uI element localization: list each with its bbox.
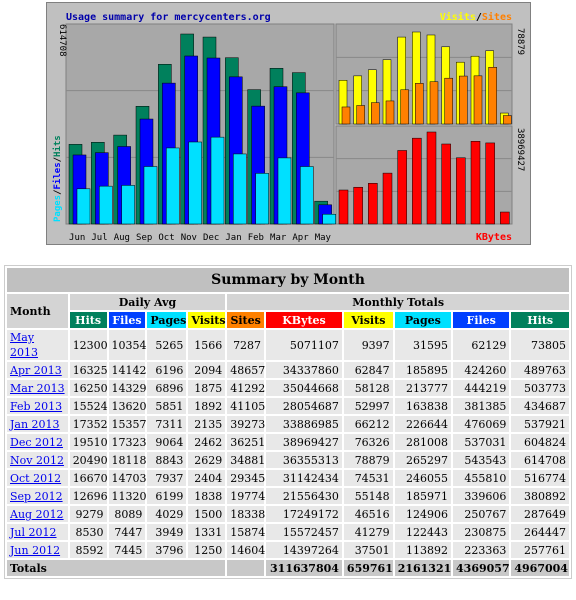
monthly-totals-header: Monthly Totals [227, 294, 569, 310]
month-link[interactable]: Apr 2013 [10, 363, 62, 377]
table-row [7, 416, 569, 432]
cell-d-hits: 8530 [70, 524, 107, 540]
bar-sites [474, 76, 482, 124]
cell-pages: 163838 [395, 398, 451, 414]
table-row [7, 398, 569, 414]
legend-pages-files-hits [52, 135, 63, 222]
cell-d-pages: 5851 [147, 398, 186, 414]
month-link[interactable]: Feb 2013 [10, 399, 63, 413]
cell-d-hits: 15524 [70, 398, 107, 414]
table-row [7, 330, 569, 360]
bar-kbytes [486, 143, 495, 224]
month-cell [7, 416, 68, 432]
month-cell [7, 330, 68, 360]
bar-pages [77, 189, 90, 224]
cell-visits: 78879 [344, 452, 393, 468]
cell-d-hits: 12300 [70, 330, 107, 360]
table-title: Summary by Month [7, 268, 569, 292]
cell-d-pages: 6196 [147, 362, 186, 378]
cell-d-files: 15357 [109, 416, 146, 432]
cell-d-visits: 1331 [188, 524, 225, 540]
cell-sites: 34881 [227, 452, 264, 468]
cell-d-visits: 2135 [188, 416, 225, 432]
month-cell [7, 506, 68, 522]
cell-visits: 37501 [344, 542, 393, 558]
summary-table [4, 265, 572, 579]
month-label: Sep [136, 233, 153, 243]
cell-pages: 185971 [395, 488, 451, 504]
cell-pages: 113892 [395, 542, 451, 558]
legend-sep: / [475, 12, 482, 23]
cell-sites: 15874 [227, 524, 264, 540]
table-row [7, 488, 569, 504]
bar-pages [233, 154, 246, 224]
cell-files: 381385 [453, 398, 509, 414]
totals-sites [227, 560, 264, 576]
bar-pages [122, 185, 135, 224]
cell-d-visits: 1875 [188, 380, 225, 396]
bar-sites [371, 103, 379, 124]
table-row [7, 542, 569, 558]
bar-pages [211, 137, 224, 224]
month-label: Aug [113, 233, 130, 243]
cell-d-pages: 4029 [147, 506, 186, 522]
bar-pages [144, 167, 157, 224]
month-link[interactable]: Jun 2012 [10, 543, 61, 557]
legend-hits: Hits [53, 135, 63, 157]
col-daily-files: Files [109, 312, 146, 328]
month-link[interactable]: Mar 2013 [10, 381, 65, 395]
right-bottom-max-label: 38969427 [515, 128, 525, 172]
legend-sep-2: / [53, 156, 63, 163]
cell-d-pages: 7311 [147, 416, 186, 432]
cell-d-pages: 9064 [147, 434, 186, 450]
bar-kbytes [412, 138, 421, 224]
month-label: Dec [203, 233, 220, 243]
cell-d-visits: 1500 [188, 506, 225, 522]
cell-kbytes: 17249172 [266, 506, 342, 522]
cell-hits: 73805 [511, 330, 569, 360]
bar-kbytes [500, 212, 509, 224]
cell-files: 62129 [453, 330, 509, 360]
cell-files: 476069 [453, 416, 509, 432]
cell-hits: 434687 [511, 398, 569, 414]
col-daily-hits: Hits [70, 312, 107, 328]
cell-sites: 29345 [227, 470, 264, 486]
cell-d-files: 11320 [109, 488, 146, 504]
cell-pages: 31595 [395, 330, 451, 360]
bar-sites [342, 107, 350, 124]
col-hits: Hits [511, 312, 569, 328]
col-daily-pages: Pages [147, 312, 186, 328]
bar-pages [278, 158, 291, 224]
col-visits: Visits [344, 312, 393, 328]
cell-d-files: 18118 [109, 452, 146, 468]
cell-kbytes: 34337860 [266, 362, 342, 378]
col-pages: Pages [395, 312, 451, 328]
cell-d-visits: 1838 [188, 488, 225, 504]
totals-visits: 659761 [344, 560, 393, 576]
cell-kbytes: 35044668 [266, 380, 342, 396]
cell-visits: 76326 [344, 434, 393, 450]
month-cell [7, 452, 68, 468]
cell-hits: 380892 [511, 488, 569, 504]
month-link[interactable]: Dec 2012 [10, 435, 63, 449]
cell-kbytes: 36355313 [266, 452, 342, 468]
cell-kbytes: 28054687 [266, 398, 342, 414]
cell-d-files: 14329 [109, 380, 146, 396]
table-row [7, 524, 569, 540]
cell-d-hits: 16325 [70, 362, 107, 378]
bar-kbytes [471, 141, 480, 224]
bar-sites [401, 90, 409, 124]
bar-kbytes [339, 190, 348, 224]
cell-visits: 66212 [344, 416, 393, 432]
cell-d-pages: 6199 [147, 488, 186, 504]
month-label: Jun [69, 233, 86, 243]
cell-d-hits: 19510 [70, 434, 107, 450]
totals-files: 4369057 [453, 560, 509, 576]
month-label: Feb [247, 233, 264, 243]
usage-chart [46, 2, 531, 245]
legend-sites: Sites [481, 12, 512, 23]
table-row [7, 506, 569, 522]
table-row [7, 362, 569, 378]
cell-kbytes: 14397264 [266, 542, 342, 558]
cell-d-hits: 9279 [70, 506, 107, 522]
month-link[interactable]: Aug 2012 [10, 507, 64, 521]
cell-pages: 185895 [395, 362, 451, 378]
bar-kbytes [354, 187, 363, 224]
cell-files: 444219 [453, 380, 509, 396]
cell-d-files: 17323 [109, 434, 146, 450]
month-link[interactable]: Oct 2012 [10, 471, 62, 485]
cell-d-visits: 2462 [188, 434, 225, 450]
bar-pages [256, 173, 269, 224]
cell-files: 424260 [453, 362, 509, 378]
month-link[interactable]: Nov 2012 [10, 453, 64, 467]
cell-d-hits: 17352 [70, 416, 107, 432]
cell-hits: 503773 [511, 380, 569, 396]
table-row [7, 452, 569, 468]
legend-sep-1: / [53, 189, 63, 195]
cell-d-visits: 2404 [188, 470, 225, 486]
cell-kbytes: 15572457 [266, 524, 342, 540]
cell-pages: 226644 [395, 416, 451, 432]
bar-sites [489, 67, 497, 124]
cell-d-hits: 16670 [70, 470, 107, 486]
month-label: May [314, 233, 331, 243]
cell-sites: 41292 [227, 380, 264, 396]
bar-kbytes [398, 150, 407, 224]
cell-d-pages: 7937 [147, 470, 186, 486]
cell-kbytes: 5071107 [266, 330, 342, 360]
cell-d-files: 14703 [109, 470, 146, 486]
cell-d-pages: 3796 [147, 542, 186, 558]
month-link[interactable]: Jan 2013 [10, 417, 60, 431]
cell-files: 339606 [453, 488, 509, 504]
totals-label: Totals [7, 560, 225, 576]
cell-sites: 14604 [227, 542, 264, 558]
cell-files: 537031 [453, 434, 509, 450]
col-sites: Sites [227, 312, 264, 328]
month-cell [7, 542, 68, 558]
cell-hits: 257761 [511, 542, 569, 558]
cell-d-pages: 3949 [147, 524, 186, 540]
legend-visits-sites [440, 11, 512, 23]
cell-visits: 55148 [344, 488, 393, 504]
bar-kbytes [456, 158, 465, 224]
bar-sites [459, 76, 467, 124]
bar-pages [323, 214, 336, 224]
cell-pages: 124906 [395, 506, 451, 522]
bar-sites [415, 83, 423, 124]
totals-row [7, 560, 569, 576]
table-row [7, 380, 569, 396]
cell-d-hits: 16250 [70, 380, 107, 396]
month-cell [7, 398, 68, 414]
cell-pages: 246055 [395, 470, 451, 486]
month-cell [7, 488, 68, 504]
cell-d-hits: 20490 [70, 452, 107, 468]
month-header: Month [7, 294, 68, 328]
cell-files: 250767 [453, 506, 509, 522]
totals-hits: 4967004 [511, 560, 569, 576]
cell-d-files: 10354 [109, 330, 146, 360]
cell-hits: 537921 [511, 416, 569, 432]
month-label: Apr [292, 233, 309, 243]
cell-kbytes: 21556430 [266, 488, 342, 504]
cell-visits: 62847 [344, 362, 393, 378]
month-label: Mar [270, 233, 287, 243]
cell-pages: 281008 [395, 434, 451, 450]
cell-visits: 74531 [344, 470, 393, 486]
cell-sites: 48657 [227, 362, 264, 378]
cell-kbytes: 38969427 [266, 434, 342, 450]
cell-d-visits: 1250 [188, 542, 225, 558]
cell-files: 230875 [453, 524, 509, 540]
col-daily-visits: Visits [188, 312, 225, 328]
bar-sites [357, 105, 365, 124]
bar-sites [445, 78, 453, 124]
cell-d-files: 7447 [109, 524, 146, 540]
month-cell [7, 470, 68, 486]
cell-visits: 46516 [344, 506, 393, 522]
cell-hits: 287649 [511, 506, 569, 522]
cell-d-pages: 8843 [147, 452, 186, 468]
bar-pages [99, 186, 112, 224]
daily-avg-header: Daily Avg [70, 294, 226, 310]
cell-sites: 39273 [227, 416, 264, 432]
cell-pages: 122443 [395, 524, 451, 540]
cell-d-visits: 1566 [188, 330, 225, 360]
bar-kbytes [442, 144, 451, 224]
cell-d-visits: 2629 [188, 452, 225, 468]
table-row [7, 434, 569, 450]
right-top-max-label: 78879 [515, 28, 525, 56]
bar-pages [300, 167, 313, 224]
cell-visits: 58128 [344, 380, 393, 396]
chart-title: Usage summary for mercycenters.org [66, 12, 271, 23]
cell-d-files: 7445 [109, 542, 146, 558]
cell-files: 543543 [453, 452, 509, 468]
month-cell [7, 434, 68, 450]
cell-sites: 36251 [227, 434, 264, 450]
bar-pages [166, 148, 179, 224]
cell-d-pages: 6896 [147, 380, 186, 396]
cell-pages: 213777 [395, 380, 451, 396]
cell-hits: 604824 [511, 434, 569, 450]
bar-kbytes [427, 132, 436, 224]
cell-visits: 9397 [344, 330, 393, 360]
cell-pages: 265297 [395, 452, 451, 468]
cell-sites: 41105 [227, 398, 264, 414]
bar-pages [189, 142, 202, 224]
cell-kbytes: 33886985 [266, 416, 342, 432]
month-label: Jan [225, 233, 242, 243]
bar-kbytes [383, 173, 392, 224]
cell-d-hits: 8592 [70, 542, 107, 558]
month-link[interactable]: Jul 2012 [10, 525, 57, 539]
left-max-label: 614708 [57, 24, 67, 57]
cell-visits: 52997 [344, 398, 393, 414]
cell-hits: 264447 [511, 524, 569, 540]
month-link[interactable]: May 2013 [10, 331, 38, 359]
month-cell [7, 362, 68, 378]
bar-sites [386, 101, 394, 124]
cell-d-pages: 5265 [147, 330, 186, 360]
cell-d-files: 13620 [109, 398, 146, 414]
cell-sites: 18338 [227, 506, 264, 522]
cell-d-visits: 2094 [188, 362, 225, 378]
col-files: Files [453, 312, 509, 328]
cell-d-hits: 12696 [70, 488, 107, 504]
cell-d-files: 8089 [109, 506, 146, 522]
cell-kbytes: 31142434 [266, 470, 342, 486]
month-label: Jul [91, 233, 108, 243]
cell-d-files: 14142 [109, 362, 146, 378]
legend-kbytes: KBytes [475, 232, 512, 243]
col-kbytes: KBytes [266, 312, 342, 328]
cell-d-visits: 1892 [188, 398, 225, 414]
legend-files: Files [53, 162, 63, 190]
bar-kbytes [368, 183, 377, 224]
cell-sites: 7287 [227, 330, 264, 360]
totals-kbytes: 311637804 [266, 560, 342, 576]
cell-hits: 489763 [511, 362, 569, 378]
legend-visits: Visits [439, 12, 476, 23]
month-cell [7, 380, 68, 396]
cell-files: 223363 [453, 542, 509, 558]
cell-files: 455810 [453, 470, 509, 486]
cell-hits: 614708 [511, 452, 569, 468]
month-label: Oct [158, 233, 175, 243]
bar-sites [430, 82, 438, 124]
legend-pages: Pages [53, 194, 63, 222]
cell-sites: 19774 [227, 488, 264, 504]
month-cell [7, 524, 68, 540]
table-row [7, 470, 569, 486]
totals-pages: 2161321 [395, 560, 451, 576]
month-label: Nov [180, 233, 197, 243]
bar-sites [503, 116, 511, 124]
cell-visits: 41279 [344, 524, 393, 540]
month-link[interactable]: Sep 2012 [10, 489, 63, 503]
cell-hits: 516774 [511, 470, 569, 486]
